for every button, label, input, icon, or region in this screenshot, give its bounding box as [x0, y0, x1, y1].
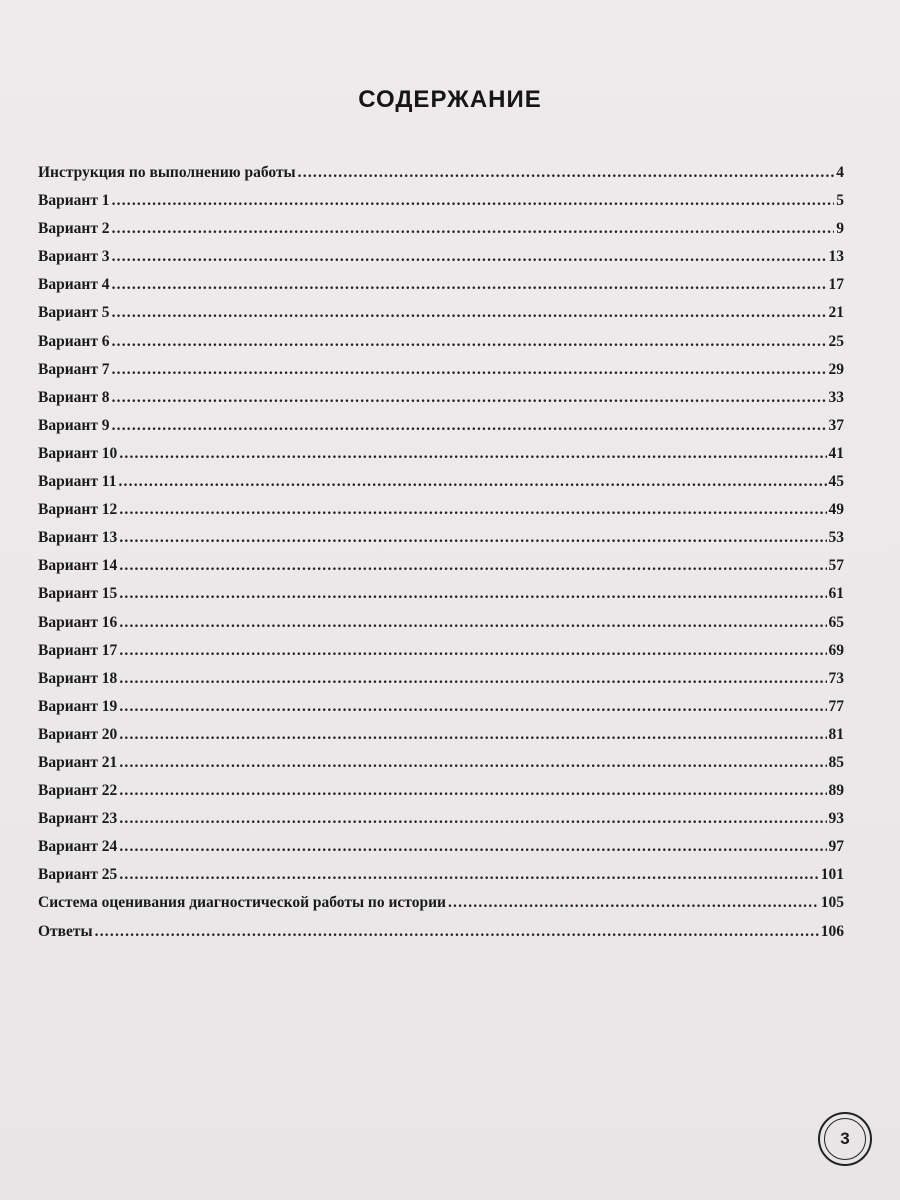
toc-entry-page: 17 — [828, 276, 844, 294]
toc-entry-page: 25 — [828, 332, 844, 350]
toc-entry-label: Система оценивания диагностической работы по истории — [38, 894, 446, 912]
toc-entry-page: 41 — [828, 444, 844, 462]
toc-entry-page: 73 — [828, 669, 844, 687]
toc-row — [38, 473, 844, 501]
toc-leader-dots — [112, 333, 827, 351]
toc-entry-label: Вариант 12 — [38, 501, 118, 519]
toc-entry-page: 53 — [828, 529, 844, 547]
toc-entry-label: Вариант 3 — [38, 248, 110, 266]
toc-row — [38, 614, 844, 642]
toc-row — [38, 923, 844, 951]
toc-leader-dots — [119, 585, 826, 603]
toc-entry-label: Вариант 8 — [38, 388, 110, 406]
page-number: 3 — [824, 1118, 866, 1160]
toc-leader-dots — [119, 642, 826, 660]
toc-entry-page: 57 — [828, 557, 844, 575]
toc-entry-page: 97 — [828, 838, 844, 856]
toc-row — [38, 164, 844, 192]
toc-entry-label: Вариант 5 — [38, 304, 110, 322]
toc-entry-label: Вариант 15 — [38, 585, 118, 603]
toc-leader-dots — [118, 473, 826, 491]
toc-entry-page: 21 — [828, 304, 844, 322]
toc-row — [38, 698, 844, 726]
toc-entry-label: Вариант 16 — [38, 613, 118, 631]
toc-row — [38, 782, 844, 810]
toc-leader-dots — [119, 866, 818, 884]
toc-row — [38, 585, 844, 613]
toc-leader-dots — [95, 923, 819, 941]
toc-leader-dots — [119, 501, 826, 519]
toc-entry-page: 105 — [820, 894, 844, 912]
toc-row — [38, 276, 844, 304]
toc-entry-label: Вариант 11 — [38, 473, 117, 491]
toc-leader-dots — [119, 529, 826, 547]
toc-entry-page: 9 — [836, 220, 844, 238]
toc-row — [38, 529, 844, 557]
page-title: СОДЕРЖАНИЕ — [358, 86, 542, 113]
toc-row — [38, 389, 844, 417]
toc-entry-page: 89 — [828, 782, 844, 800]
toc-entry-page: 69 — [828, 641, 844, 659]
toc-leader-dots — [119, 670, 826, 688]
toc-row — [38, 220, 844, 248]
toc-entry-label: Вариант 20 — [38, 725, 118, 743]
toc-leader-dots — [119, 754, 826, 772]
toc-entry-page: 49 — [828, 501, 844, 519]
toc-entry-label: Вариант 23 — [38, 810, 118, 828]
toc-leader-dots — [112, 248, 827, 266]
toc-row — [38, 248, 844, 276]
toc-leader-dots — [112, 220, 835, 238]
toc-row — [38, 361, 844, 389]
toc-entry-page: 85 — [828, 753, 844, 771]
toc-entry-page: 13 — [828, 248, 844, 266]
toc-row — [38, 726, 844, 754]
toc-entry-label: Вариант 4 — [38, 276, 110, 294]
toc-leader-dots — [119, 726, 826, 744]
toc-row — [38, 894, 844, 922]
toc-row — [38, 192, 844, 220]
toc-entry-label: Вариант 10 — [38, 444, 118, 462]
toc-entry-label: Вариант 9 — [38, 416, 110, 434]
toc-row — [38, 838, 844, 866]
toc-entry-label: Вариант 22 — [38, 782, 118, 800]
toc-leader-dots — [298, 164, 835, 182]
toc-entry-label: Вариант 24 — [38, 838, 118, 856]
toc-entry-label: Вариант 14 — [38, 557, 118, 575]
toc-leader-dots — [112, 276, 827, 294]
toc-entry-label: Вариант 19 — [38, 697, 118, 715]
toc-leader-dots — [448, 894, 819, 912]
toc-entry-label: Инструкция по выполнению работы — [38, 164, 296, 181]
page-number-badge — [818, 1112, 872, 1166]
toc-row — [38, 333, 844, 361]
toc-entry-page: 29 — [828, 360, 844, 378]
toc-entry-page: 93 — [828, 810, 844, 828]
toc-entry-page: 106 — [820, 922, 844, 940]
toc-entry-label: Вариант 6 — [38, 332, 110, 350]
toc-leader-dots — [112, 304, 827, 322]
toc-entry-page: 33 — [828, 388, 844, 406]
toc-leader-dots — [119, 698, 826, 716]
toc-entry-page: 81 — [828, 725, 844, 743]
toc-entry-page: 77 — [828, 697, 844, 715]
toc-entry-label: Вариант 13 — [38, 529, 118, 547]
toc-entry-page: 45 — [828, 473, 844, 491]
toc-row — [38, 670, 844, 698]
toc-leader-dots — [112, 417, 827, 435]
toc-leader-dots — [119, 810, 826, 828]
toc-leader-dots — [119, 445, 826, 463]
toc-row — [38, 445, 844, 473]
toc-leader-dots — [119, 614, 826, 632]
toc-row — [38, 304, 844, 332]
toc-entry-page: 101 — [820, 866, 844, 884]
toc-leader-dots — [112, 192, 835, 210]
toc-entry-label: Ответы — [38, 922, 93, 940]
toc-entry-label: Вариант 7 — [38, 360, 110, 378]
toc-row — [38, 642, 844, 670]
toc-leader-dots — [119, 782, 826, 800]
toc-entry-page: 4 — [836, 164, 844, 181]
toc-entry-label: Вариант 1 — [38, 192, 110, 210]
toc-row — [38, 417, 844, 445]
toc-row — [38, 557, 844, 585]
toc-entry-label: Вариант 17 — [38, 641, 118, 659]
toc-row — [38, 501, 844, 529]
toc-leader-dots — [119, 557, 826, 575]
table-of-contents — [38, 164, 844, 951]
toc-entry-label: Вариант 18 — [38, 669, 118, 687]
toc-leader-dots — [119, 838, 826, 856]
toc-entry-page: 61 — [828, 585, 844, 603]
toc-entry-page: 65 — [828, 613, 844, 631]
toc-leader-dots — [112, 361, 827, 379]
toc-entry-label: Вариант 21 — [38, 753, 118, 771]
toc-leader-dots — [112, 389, 827, 407]
toc-entry-label: Вариант 2 — [38, 220, 110, 238]
toc-entry-label: Вариант 25 — [38, 866, 118, 884]
toc-row — [38, 810, 844, 838]
toc-row — [38, 754, 844, 782]
toc-row — [38, 866, 844, 894]
toc-entry-page: 5 — [836, 192, 844, 210]
toc-entry-page: 37 — [828, 416, 844, 434]
